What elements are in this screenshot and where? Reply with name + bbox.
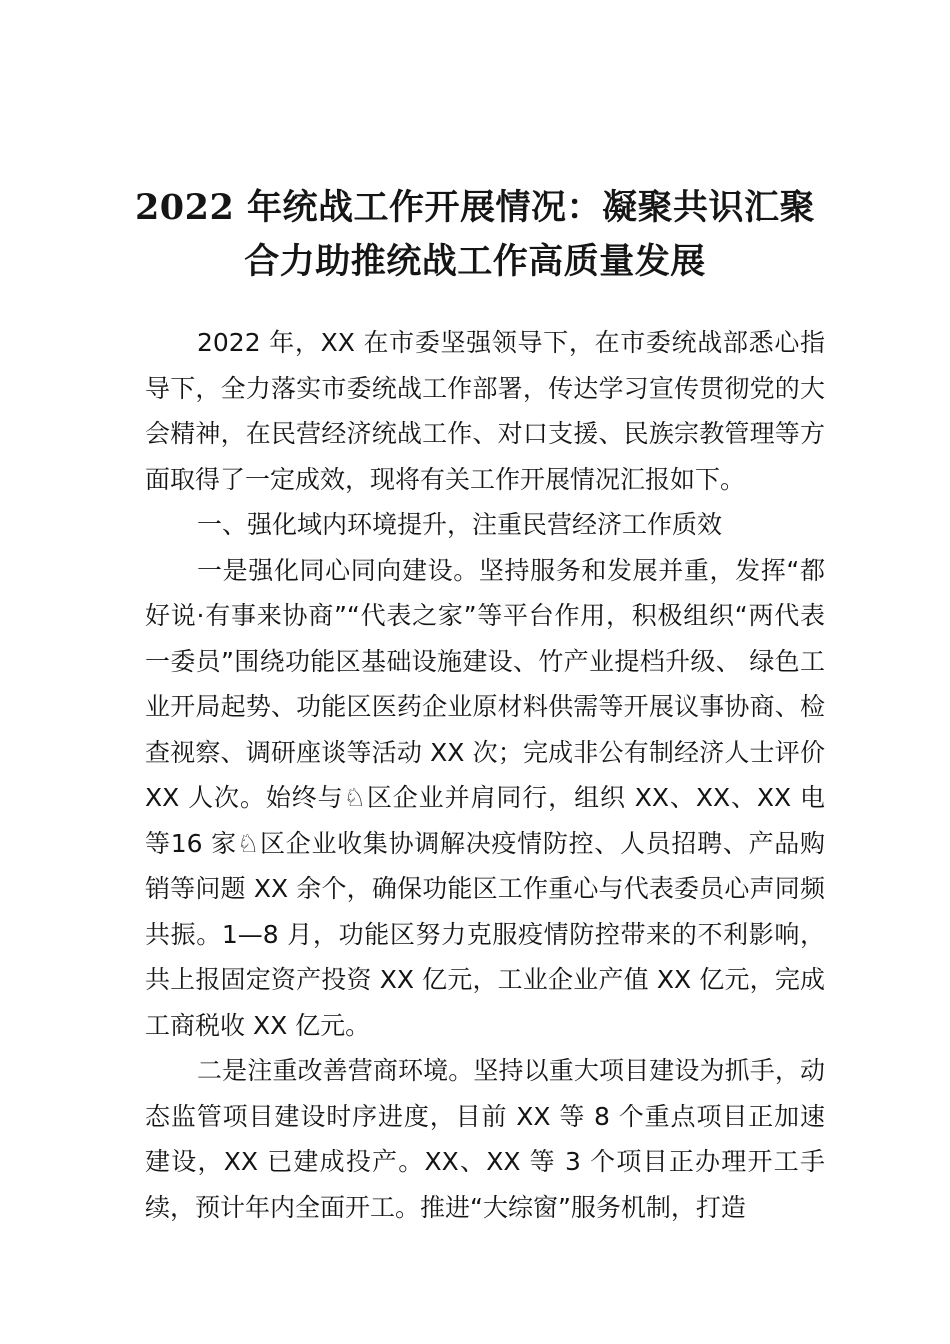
- document-body: [145, 320, 825, 1230]
- document-title: [100, 181, 850, 289]
- intro-paragraph: 2022 年，XX 在市委坚强领导下，在市委统战部悉心指导下，全力落实市委统战工作部署，传达学习宣传贯彻党的大会精神，在民营经济统战工作、对口支援、民族宗教管理等方面取得了一定成效，现将有关工作开展情况汇报如下。: [145, 328, 825, 494]
- title-line-1: 2022 年统战工作开展情况：凝聚共识汇聚: [134, 187, 816, 229]
- section-heading-1: 一、强化域内环境提升，注重民营经济工作质效: [197, 510, 723, 539]
- title-line-2: 合力助推统战工作高质量发展: [244, 241, 706, 283]
- paragraph-one: 一是强化同心同向建设。坚持服务和发展并重，发挥“都好说·有事来协商”“代表之家”等平台作用，积极组织“两代表一委员”围绕功能区基础设施建设、竹产业提档升级、 绿色工业开局起势、功能区医药企业原材料供需等开展议事协商、检查视察、调研座谈等活动 XX 次；完成非公有制经济人士评价 XX 人次。始终与♘区企业并肩同行，组织 XX、XX、XX 电等16 家♘区企业收集协调解决疫情防控、人员招聘、产品购销等问题 XX 余个，确保功能区工作重心与代表委员心声同频共振。1—8 月，功能区努力克服疫情防控带来的不利影响，共上报固定资产投资 XX 亿元，工业企业产值 XX 亿元，完成工商税收 XX 亿元。: [145, 555, 825, 1040]
- paragraph-two: 二是注重改善营商环境。坚持以重大项目建设为抓手，动态监管项目建设时序进度，目前 XX 等 8 个重点项目正加速建设，XX 已建成投产。XX、XX 等 3 个项目正办理开工手续，预计年内全面开工。推进“大综窗”服务机制，打造: [145, 1056, 825, 1222]
